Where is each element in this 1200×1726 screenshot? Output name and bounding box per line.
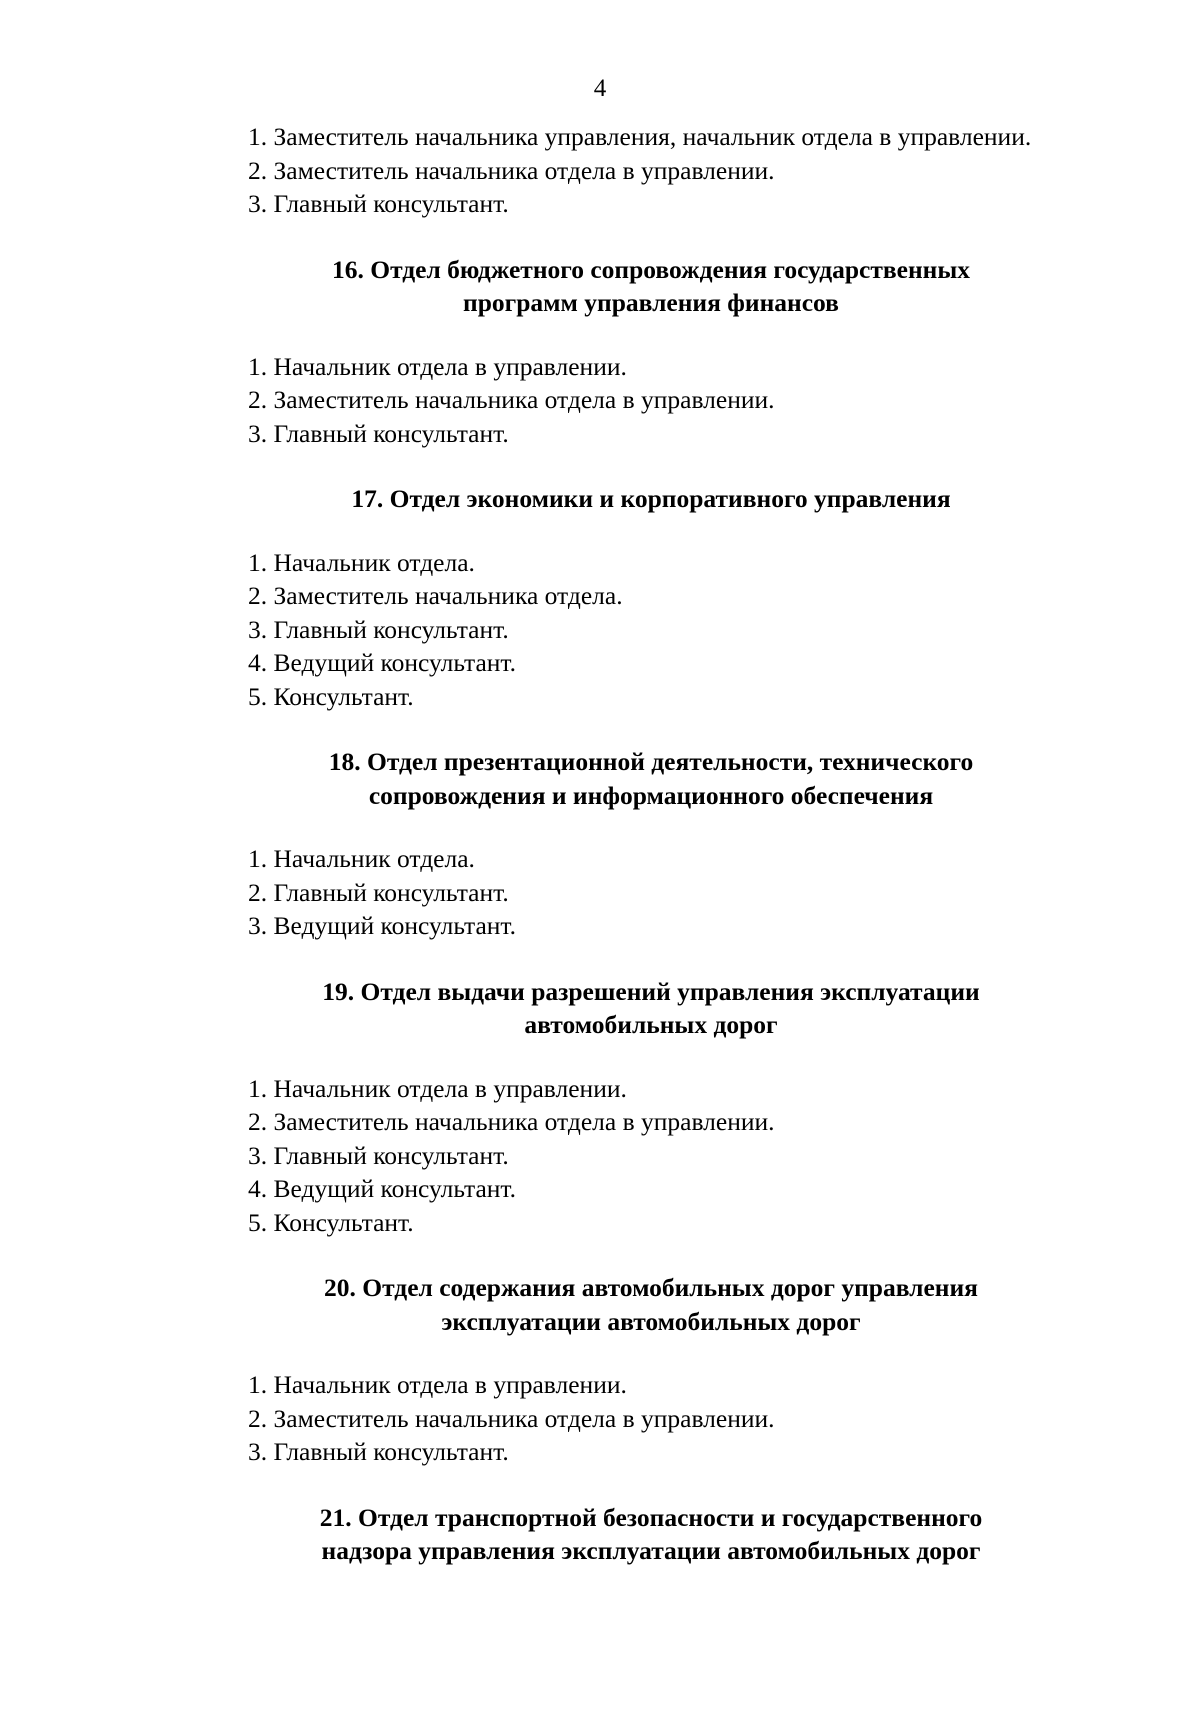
heading-line: 21. Отдел транспортной безопасности и государственного [319,1502,983,1532]
list-item: 1. Начальник отдела. [248,844,475,873]
list-item: 2. Заместитель начальника отдела. [248,581,623,610]
heading-line: сопровождения и информационного обеспечения [368,780,934,810]
section-19-position-list [248,1072,1148,1240]
heading-line: 19. Отдел выдачи разрешений управления эксплуатации [322,976,980,1006]
section-18-position-list [248,842,1148,943]
section-16-position-list [248,350,1148,451]
section-heading-21 [248,1501,1054,1568]
list-item: 1. Начальник отдела в управлении. [248,351,627,381]
list-item: 3. Ведущий консультант. [248,911,517,940]
heading-line: надзора управления эксплуатации автомобильных дорог [321,1536,981,1565]
list-item: 3. Главный консультант. [248,1140,509,1170]
section-heading-17 [248,482,1054,516]
heading-line: 20. Отдел содержания автомобильных дорог управления [324,1273,978,1302]
section-heading-20 [248,1271,1054,1338]
section-heading-18 [248,745,1054,812]
list-item: 5. Консультант. [248,681,414,711]
list-item: 2. Главный консультант. [248,877,509,907]
section-heading-19 [248,975,1054,1042]
section-20-position-list [248,1368,1148,1469]
document-body [248,120,1148,1568]
list-item: 3. Главный консультант. [248,418,509,448]
list-item: 3. Главный консультант. [248,189,509,218]
list-item: 1. Начальник отдела в управлении. [248,1370,627,1399]
list-item: 4. Ведущий консультант. [248,1174,517,1203]
heading-line: программ управления финансов [463,288,839,317]
page-number: 4 [593,75,607,102]
list-item: 2. Заместитель начальника отдела в управлении. [248,155,775,185]
heading-line: автомобильных дорог [524,1010,778,1039]
heading-line: эксплуатации автомобильных дорог [441,1306,861,1336]
heading-line: 18. Отдел презентационной деятельности, технического [328,747,974,776]
list-item: 2. Заместитель начальника отдела в управлении. [248,1107,775,1136]
list-item: 3. Главный консультант. [248,1437,509,1466]
list-item: 3. Главный консультант. [248,614,509,644]
list-item: 1. Начальник отдела в управлении. [248,1073,627,1103]
list-item: 4. Ведущий консультант. [248,648,517,677]
list-item: 2. Заместитель начальника отдела в управлении. [248,1403,775,1433]
intro-position-list [248,120,1148,221]
list-item: 1. Начальник отдела. [248,547,475,577]
list-item: 2. Заместитель начальника отдела в управлении. [248,385,775,414]
list-item: 1. Заместитель начальника управления, начальник отдела в управлении. [248,122,1032,151]
section-heading-16 [248,253,1054,320]
list-item: 5. Консультант. [248,1207,414,1237]
section-17-position-list [248,546,1148,714]
heading-line: 17. Отдел экономики и корпоративного управления [351,484,951,513]
heading-line: 16. Отдел бюджетного сопровождения государственных [331,254,971,284]
